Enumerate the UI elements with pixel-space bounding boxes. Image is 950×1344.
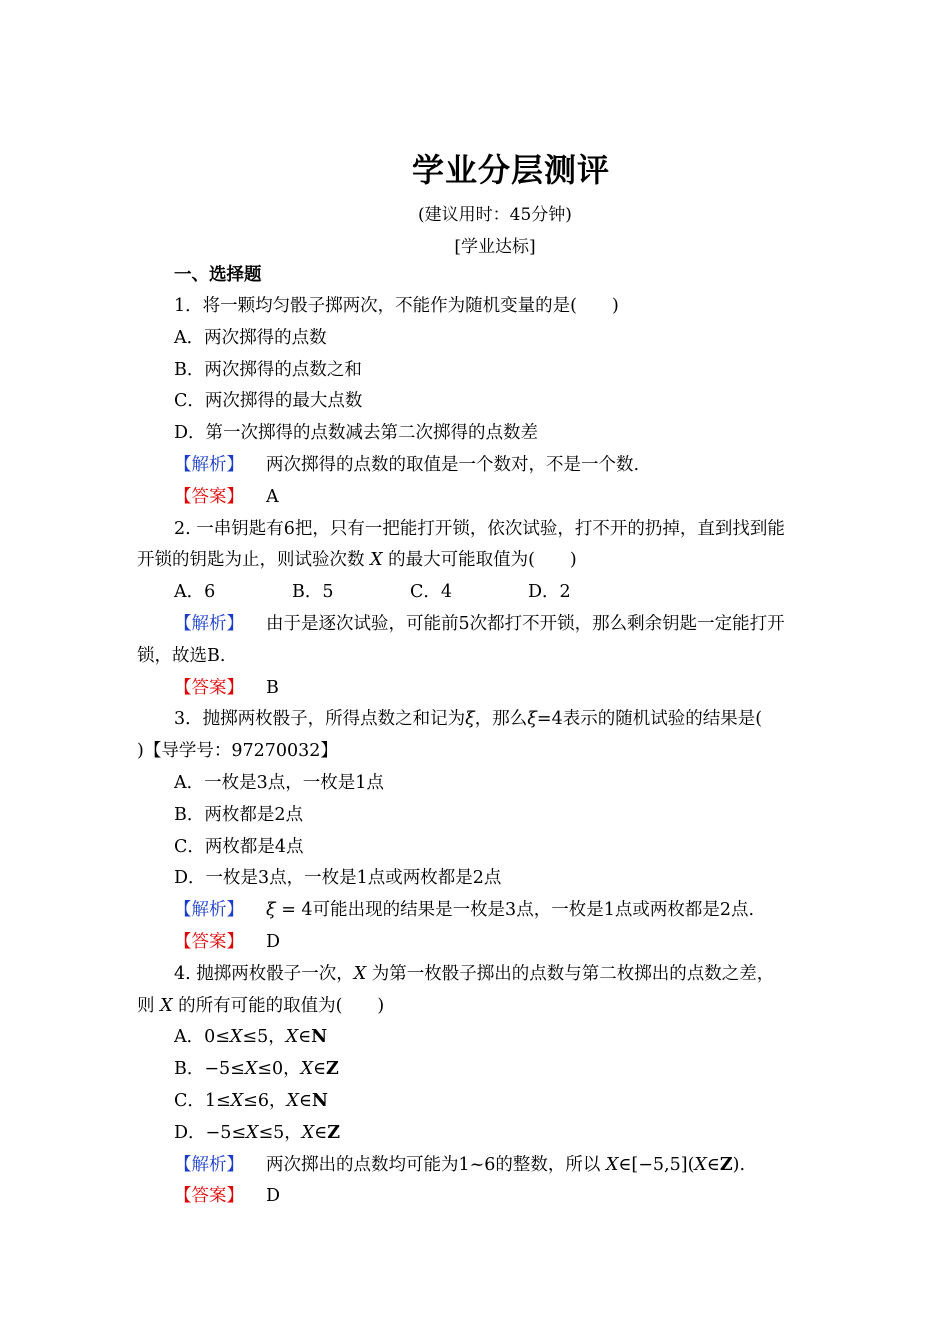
text-line (137, 291, 817, 323)
text-segment: X (285, 1027, 299, 1048)
text-segment: ξ (465, 709, 475, 730)
answer-line (137, 673, 817, 705)
text-line (137, 545, 817, 577)
text-line (137, 1086, 817, 1118)
text-line (137, 577, 817, 609)
text-segment: N (311, 1090, 328, 1111)
text-segment: =4表示的随机试验的结果是( (536, 709, 763, 730)
text-segment: 则 (137, 995, 161, 1016)
text-segment: ∈ (314, 1122, 328, 1143)
option: D．2 (528, 582, 571, 603)
text-segment: D (266, 1186, 281, 1207)
analysis-line (137, 609, 817, 641)
analysis-line (137, 895, 817, 927)
text-segment: B (266, 677, 279, 698)
text-segment: B．−5≤ (174, 1059, 245, 1080)
answer-line (137, 927, 817, 959)
text-segment: Z (719, 1154, 733, 1175)
text-segment: Z (326, 1059, 339, 1080)
answer-line (137, 482, 817, 514)
text-segment: ≤6， (243, 1090, 287, 1111)
text-segment: D．第一次掷得的点数减去第二次掷得的点数差 (174, 423, 539, 444)
text-segment: ∈ (706, 1154, 720, 1175)
text-segment: 2. 一串钥匙有6把，只有一把能打开锁，依次试验，打不开的扔掉，直到找到能 (174, 518, 785, 539)
text-segment: X (370, 550, 383, 571)
text-segment: N (311, 1027, 328, 1048)
page-title: 学业分层测评 (411, 151, 610, 189)
text-line (137, 1054, 817, 1086)
text-segment: Z (327, 1122, 340, 1143)
text-segment: 锁，故选B. (137, 645, 226, 666)
text-segment: A．两次掷得的点数 (174, 327, 327, 348)
level-heading: [学业达标] (454, 237, 536, 257)
text-line (137, 323, 817, 355)
text-segment: ≤5， (258, 1122, 302, 1143)
text-segment: D．−5≤ (174, 1122, 246, 1143)
text-segment: = 4可能出现的结果是一枚是3点，一枚是1点或两枚都是2点. (275, 900, 755, 921)
text-segment: A (266, 486, 279, 507)
text-segment: C．1≤ (174, 1090, 231, 1111)
text-segment: X (229, 1027, 243, 1048)
text-line (137, 991, 817, 1023)
analysis-label: 【解析】 (174, 900, 244, 921)
text-segment: A．一枚是3点，一枚是1点 (174, 772, 384, 793)
analysis-label: 【解析】 (174, 454, 244, 475)
question-content (137, 291, 817, 1213)
text-segment: X (244, 1059, 258, 1080)
text-segment: ξ (266, 900, 276, 921)
text-segment: X (301, 1122, 315, 1143)
text-segment: X (353, 963, 367, 984)
text-segment: 1．将一颗均匀骰子掷两次，不能作为随机变量的是( ) (174, 296, 619, 316)
text-line (137, 863, 817, 895)
text-line (137, 514, 817, 546)
text-line (137, 736, 817, 768)
text-segment: ∈ (313, 1059, 327, 1080)
text-segment: D．一枚是3点，一枚是1点或两枚都是2点 (174, 868, 502, 889)
text-segment: ∈ (298, 1027, 312, 1048)
analysis-label: 【解析】 (174, 613, 244, 634)
text-segment: B．两次掷得的点数之和 (174, 359, 362, 380)
text-segment: ∈[−5,5]( (618, 1154, 695, 1175)
text-line (137, 832, 817, 864)
answer-label: 【答案】 (174, 1186, 244, 1207)
time-note: (建议用时：45分钟) (418, 205, 572, 225)
text-segment: X (606, 1154, 619, 1175)
text-segment: 两次掷得的点数的取值是一个数对，不是一个数. (266, 454, 640, 475)
text-segment: D (266, 931, 281, 952)
text-segment: ξ (527, 709, 537, 730)
text-segment: X (300, 1059, 314, 1080)
text-segment: 3．抛掷两枚骰子，所得点数之和记为 (174, 709, 466, 730)
text-line (137, 386, 817, 418)
text-line (137, 704, 817, 736)
answer-label: 【答案】 (174, 486, 244, 507)
text-line (137, 641, 817, 673)
text-line (137, 418, 817, 450)
text-line (137, 800, 817, 832)
text-line (137, 1022, 817, 1054)
text-segment: 开锁的钥匙为止，则试验次数 (137, 550, 371, 571)
text-line (137, 959, 817, 991)
text-segment: X (246, 1122, 259, 1143)
text-line (137, 355, 817, 387)
text-segment: A．0≤ (174, 1027, 230, 1048)
analysis-line (137, 1150, 817, 1182)
option: A．6 (174, 582, 216, 603)
text-segment: 为第一枚骰子掷出的点数与第二枚掷出的点数之差， (366, 963, 775, 984)
text-segment: 的所有可能的取值为( ) (172, 995, 385, 1016)
text-segment: X (286, 1090, 299, 1111)
text-segment: X (694, 1154, 707, 1175)
text-line (137, 768, 817, 800)
answer-line (137, 1181, 817, 1213)
text-segment: C．两枚都是4点 (174, 836, 304, 857)
text-segment: ，那么 (474, 709, 528, 730)
text-segment: ∈ (298, 1090, 312, 1111)
option: C．4 (410, 582, 453, 603)
text-segment: ≤5， (242, 1027, 286, 1048)
analysis-line (137, 450, 817, 482)
text-segment: X (160, 995, 173, 1016)
option: B．5 (292, 582, 334, 603)
text-segment: C．两次掷得的最大点数 (174, 391, 363, 412)
answer-label: 【答案】 (174, 931, 244, 952)
text-segment: ≤0， (257, 1059, 301, 1080)
text-segment: B．两枚都是2点 (174, 804, 303, 825)
text-segment: 的最大可能取值为( ) (382, 550, 577, 571)
text-segment: 4. 抛掷两枚骰子一次， (174, 963, 354, 984)
text-segment: 两次掷出的点数均可能为1~6的整数，所以 (266, 1154, 606, 1175)
text-line (137, 1118, 817, 1150)
text-segment: X (230, 1090, 244, 1111)
text-segment: 由于是逐次试验，可能前5次都打不开锁，那么剩余钥匙一定能打开 (266, 613, 785, 634)
answer-label: 【答案】 (174, 677, 244, 698)
analysis-label: 【解析】 (174, 1154, 244, 1175)
text-segment: )【导学号：97270032】 (137, 741, 338, 762)
text-segment: ). (732, 1154, 746, 1175)
section-heading: 一、选择题 (174, 265, 262, 285)
